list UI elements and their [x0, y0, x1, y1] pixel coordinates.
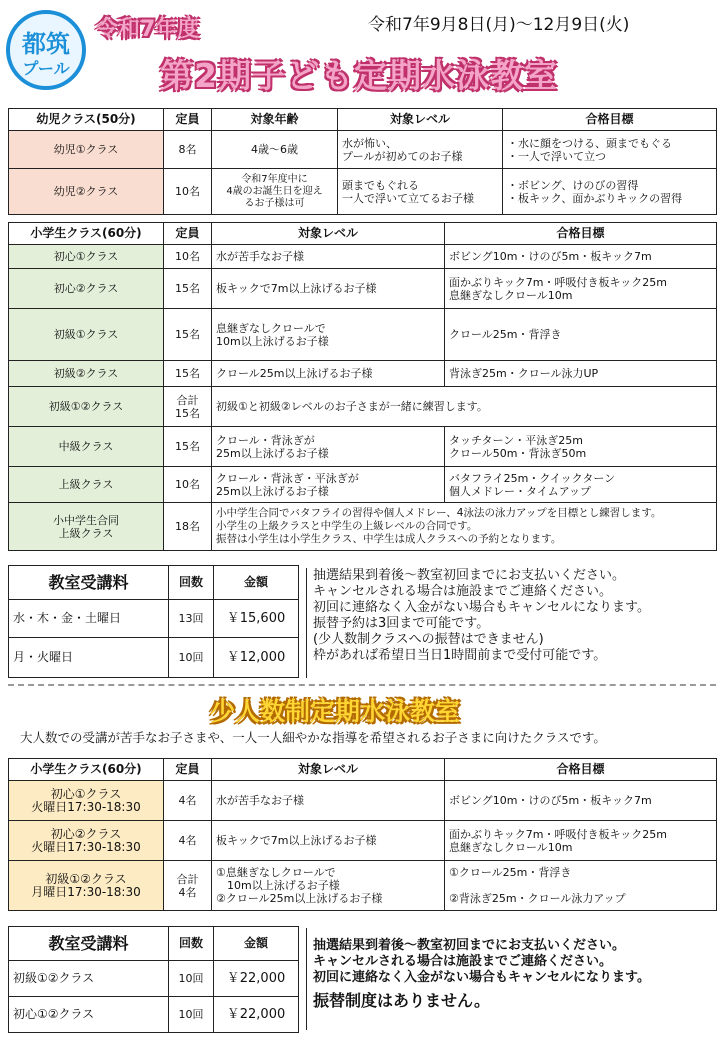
pass-goal: ボビング10m・けのび5m・板キック7m	[445, 781, 717, 821]
fee-header-price: 金額	[214, 566, 299, 600]
table-row	[9, 245, 717, 269]
class-capacity: 合計 15名	[164, 387, 212, 427]
class-name: 初級①②クラス	[9, 387, 164, 427]
target-level: 水が苦手なお子様	[212, 781, 445, 821]
table-row	[9, 781, 717, 821]
small-group-table	[8, 758, 717, 911]
target-level: クロール・背泳ぎが 25m以上泳げるお子様	[212, 427, 445, 467]
small-header-level: 対象レベル	[212, 759, 445, 781]
fee-count: 13回	[169, 600, 214, 638]
target-level: 水が怖い、 プールが初めてのお子様	[338, 131, 503, 169]
small-header-capacity: 定員	[164, 759, 212, 781]
fee-days: 月・火曜日	[9, 638, 169, 678]
year-label: 令和7年度	[96, 17, 200, 42]
elem-header-goal: 合格目標	[445, 223, 717, 245]
class-capacity: 8名	[164, 131, 212, 169]
class-capacity: 15名	[164, 361, 212, 387]
class-name: 上級クラス	[9, 467, 164, 503]
table-row	[9, 503, 717, 551]
target-level: 頭までもぐれる 一人で浮いて立てるお子様	[338, 169, 503, 215]
fee-header-course: 教室受講料	[9, 566, 169, 600]
small-header-goal: 合格目標	[445, 759, 717, 781]
target-level: ①息継ぎなしクロールで 10m以上泳げるお子様 ②クロール25m以上泳げるお子様	[212, 861, 445, 911]
elem-header-level: 対象レベル	[212, 223, 445, 245]
fee-header-course: 教室受講料	[9, 927, 169, 961]
table-row	[9, 427, 717, 467]
class-name: 幼児①クラス	[9, 131, 164, 169]
class-name: 初心②クラス 火曜日17:30-18:30	[9, 821, 164, 861]
merged-description: 初級①と初級②レベルのお子さまが一緒に練習します。	[212, 387, 717, 427]
fee-class: 初心①②クラス	[9, 997, 169, 1033]
table-row	[9, 269, 717, 309]
table-row	[9, 997, 299, 1033]
small-group-subtitle: 大人数での受講が苦手なお子さまや、一人一人細やかな指導を希望されるお子さまに向けたクラスです。	[20, 730, 606, 745]
fee-count: 10回	[169, 961, 214, 997]
target-age: 4歳～6歳	[212, 131, 338, 169]
section-divider	[8, 684, 716, 686]
fee-note-small-group-box	[306, 928, 718, 1030]
fee-class: 初級①②クラス	[9, 961, 169, 997]
class-name: 初級①クラス	[9, 309, 164, 361]
infant-header-class: 幼児クラス(50分)	[9, 109, 164, 131]
pass-goal: バタフライ25m・クイックターン 個人メドレー・タイムアップ	[445, 467, 717, 503]
target-age-note: 令和7年度中に 4歳のお誕生日を迎え るお子様は可	[212, 169, 338, 215]
class-name: 中級クラス	[9, 427, 164, 467]
infant-header-age: 対象年齢	[212, 109, 338, 131]
table-row	[9, 600, 299, 638]
page-title: 第2期子ども定期水泳教室	[160, 56, 558, 95]
table-row	[9, 638, 299, 678]
table-row	[9, 961, 299, 997]
small-header-class: 小学生クラス(60分)	[9, 759, 164, 781]
logo-text-bottom: プール	[22, 59, 70, 78]
infant-header-capacity: 定員	[164, 109, 212, 131]
fee-price: ￥15,600	[214, 600, 299, 638]
class-name: 初心②クラス	[9, 269, 164, 309]
target-level: 水が苦手なお子様	[212, 245, 445, 269]
fee-price: ￥22,000	[214, 997, 299, 1033]
class-capacity: 15名	[164, 309, 212, 361]
fee-count: 10回	[169, 638, 214, 678]
class-capacity: 15名	[164, 269, 212, 309]
fee-price: ￥12,000	[214, 638, 299, 678]
class-capacity: 15名	[164, 427, 212, 467]
logo-text-top: 都筑	[22, 30, 70, 58]
pass-goal: ①クロール25m・背浮き ②背泳ぎ25m・クロール泳力アップ	[445, 861, 717, 911]
class-capacity: 10名	[164, 467, 212, 503]
class-name: 初級①②クラス 月曜日17:30-18:30	[9, 861, 164, 911]
elem-header-capacity: 定員	[164, 223, 212, 245]
target-level: 板キックで7m以上泳げるお子様	[212, 821, 445, 861]
fee-header-count: 回数	[169, 927, 214, 961]
class-capacity: 4名	[164, 821, 212, 861]
no-transfer-notice: 振替制度はありません。	[313, 991, 490, 1010]
class-name: 初心①クラス	[9, 245, 164, 269]
pass-goal: タッチターン・平泳ぎ25m クロール50m・背泳ぎ50m	[445, 427, 717, 467]
fee-header-count: 回数	[169, 566, 214, 600]
table-row	[9, 387, 717, 427]
merged-description: 小中学生合同でバタフライの習得や個人メドレー、4泳法の泳力アップを目標とし練習します。 小学生の上級クラスと中学生の上級レベルの合同です。 振替は小学生は小学生クラス、中学生は成人クラスへの予約となります。	[212, 503, 717, 551]
table-row	[9, 131, 717, 169]
table-row	[9, 361, 717, 387]
table-row	[9, 169, 717, 215]
pass-goal: 背泳ぎ25m・クロール泳力UP	[445, 361, 717, 387]
elementary-class-table	[8, 222, 717, 551]
fee-count: 10回	[169, 997, 214, 1033]
target-level: クロール・背泳ぎ・平泳ぎが 25m以上泳げるお子様	[212, 467, 445, 503]
class-name: 小中学生合同 上級クラス	[9, 503, 164, 551]
pass-goal: クロール25m・背浮き	[445, 309, 717, 361]
pass-goal: ボビング10m・けのび5m・板キック7m	[445, 245, 717, 269]
table-row	[9, 821, 717, 861]
fee-table-small-group	[8, 926, 299, 1033]
class-capacity: 合計 4名	[164, 861, 212, 911]
class-name: 幼児②クラス	[9, 169, 164, 215]
table-row	[9, 467, 717, 503]
pass-goal: 面かぶりキック7m・呼吸付き板キック25m 息継ぎなしクロール10m	[445, 269, 717, 309]
table-row	[9, 309, 717, 361]
pass-goal: ・水に顔をつける、頭までもぐる ・一人で浮いて立つ	[503, 131, 717, 169]
small-group-title: 少人数制定期水泳教室	[210, 697, 461, 726]
infant-class-table	[8, 108, 717, 215]
fee-table-regular	[8, 565, 299, 678]
elem-header-class: 小学生クラス(60分)	[9, 223, 164, 245]
class-capacity: 18名	[164, 503, 212, 551]
fee-header-price: 金額	[214, 927, 299, 961]
class-capacity: 10名	[164, 245, 212, 269]
fee-days: 水・木・金・土曜日	[9, 600, 169, 638]
fee-note-regular: 抽選結果到着後～教室初回までにお支払いください。 キャンセルされる場合は施設までご連絡ください。 初回に連絡なく入金がない場合もキャンセルになります。 振替予約は3回まで可能です。 (少人数制クラスへの振替はできません) 枠があれば希望日当日1時間前まで受付可能です。	[306, 568, 720, 678]
class-capacity: 10名	[164, 169, 212, 215]
pass-goal: 面かぶりキック7m・呼吸付き板キック25m 息継ぎなしクロール10m	[445, 821, 717, 861]
session-dates: 令和7年9月8日(月)～12月9日(火)	[368, 15, 630, 35]
pool-logo	[6, 10, 86, 90]
table-row	[9, 861, 717, 911]
target-level: クロール25m以上泳げるお子様	[212, 361, 445, 387]
class-capacity: 4名	[164, 781, 212, 821]
pass-goal: ・ボビング、けのびの習得 ・板キック、面かぶりキックの習得	[503, 169, 717, 215]
infant-header-level: 対象レベル	[338, 109, 503, 131]
infant-header-goal: 合格目標	[503, 109, 717, 131]
fee-price: ￥22,000	[214, 961, 299, 997]
fee-note-small-group: 抽選結果到着後～教室初回までにお支払いください。 キャンセルされる場合は施設までご連絡ください。 初回に連絡なく入金がない場合もキャンセルになります。	[313, 938, 650, 985]
class-name: 初心①クラス 火曜日17:30-18:30	[9, 781, 164, 821]
target-level: 板キックで7m以上泳げるお子様	[212, 269, 445, 309]
class-name: 初級②クラス	[9, 361, 164, 387]
target-level: 息継ぎなしクロールで 10m以上泳げるお子様	[212, 309, 445, 361]
